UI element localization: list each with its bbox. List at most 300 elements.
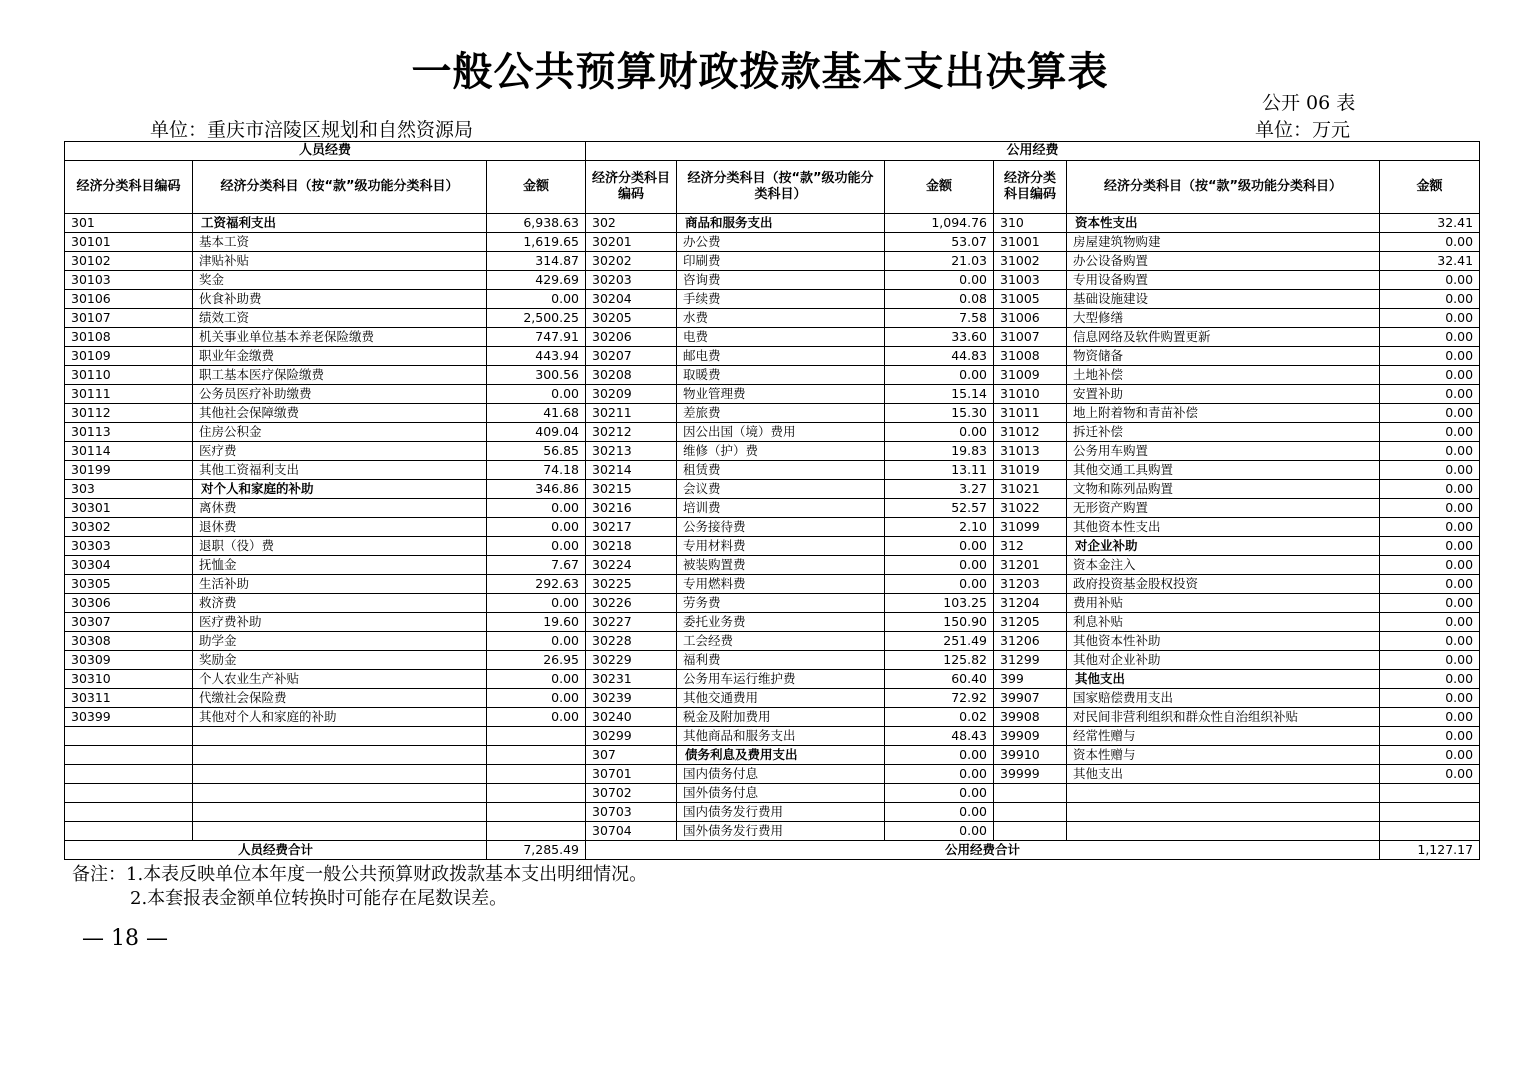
category-code-cell: 30199 xyxy=(65,461,193,480)
category-code-cell: 30110 xyxy=(65,366,193,385)
category-name-cell: 奖金 xyxy=(193,271,487,290)
category-name-cell: 其他工资福利支出 xyxy=(193,461,487,480)
category-code-cell: 30309 xyxy=(65,651,193,670)
category-name-cell: 对企业补助 xyxy=(1067,537,1380,556)
category-name-cell: 生活补助 xyxy=(193,575,487,594)
amount-cell: 53.07 xyxy=(885,233,994,252)
footnotes xyxy=(72,863,647,911)
category-name-cell xyxy=(193,784,487,803)
category-code-cell: 30704 xyxy=(586,822,677,841)
amount-cell: 0.00 xyxy=(885,423,994,442)
name-header: 经济分类科目（按“款”级功能分类科目） xyxy=(1067,161,1380,214)
category-code-cell xyxy=(65,784,193,803)
table-row xyxy=(65,233,1480,252)
category-code-cell xyxy=(994,822,1067,841)
category-name-cell: 劳务费 xyxy=(677,594,885,613)
category-code-cell: 31003 xyxy=(994,271,1067,290)
amount-cell: 0.00 xyxy=(1380,651,1480,670)
amount-cell: 0.00 xyxy=(487,518,586,537)
amount-cell: 60.40 xyxy=(885,670,994,689)
category-name-cell: 助学金 xyxy=(193,632,487,651)
category-code-cell: 30703 xyxy=(586,803,677,822)
category-name-cell: 政府投资基金股权投资 xyxy=(1067,575,1380,594)
category-code-cell: 31206 xyxy=(994,632,1067,651)
category-name-cell: 离休费 xyxy=(193,499,487,518)
category-code-cell: 39910 xyxy=(994,746,1067,765)
category-code-cell: 30306 xyxy=(65,594,193,613)
form-number: 公开 06 表 xyxy=(1262,92,1356,114)
category-code-cell: 39908 xyxy=(994,708,1067,727)
category-name-cell: 水费 xyxy=(677,309,885,328)
amount-cell: 0.00 xyxy=(1380,594,1480,613)
category-code-cell: 399 xyxy=(994,670,1067,689)
category-name-cell: 商品和服务支出 xyxy=(677,214,885,233)
category-code-cell: 31203 xyxy=(994,575,1067,594)
table-row xyxy=(65,822,1480,841)
category-name-cell: 印刷费 xyxy=(677,252,885,271)
amount-cell: 0.00 xyxy=(1380,423,1480,442)
amount-cell: 7.67 xyxy=(487,556,586,575)
category-name-cell: 津贴补贴 xyxy=(193,252,487,271)
amount-cell: 125.82 xyxy=(885,651,994,670)
amount-cell: 6,938.63 xyxy=(487,214,586,233)
category-code-cell: 30304 xyxy=(65,556,193,575)
category-code-cell: 31012 xyxy=(994,423,1067,442)
amount-cell: 0.00 xyxy=(1380,290,1480,309)
category-code-cell xyxy=(65,727,193,746)
category-code-cell: 30112 xyxy=(65,404,193,423)
table-row xyxy=(65,423,1480,442)
category-code-cell: 30214 xyxy=(586,461,677,480)
amount-cell: 13.11 xyxy=(885,461,994,480)
category-name-cell: 无形资产购置 xyxy=(1067,499,1380,518)
amount-cell: 0.00 xyxy=(1380,328,1480,347)
category-name-cell: 其他交通工具购置 xyxy=(1067,461,1380,480)
amount-cell: 1,094.76 xyxy=(885,214,994,233)
personnel-group-header: 人员经费 xyxy=(65,142,586,161)
category-name-cell: 专用设备购置 xyxy=(1067,271,1380,290)
category-name-cell: 资本金注入 xyxy=(1067,556,1380,575)
amount-cell xyxy=(487,822,586,841)
category-name-cell: 税金及附加费用 xyxy=(677,708,885,727)
amount-cell: 0.00 xyxy=(1380,366,1480,385)
page-title: 一般公共预算财政拨款基本支出决算表 xyxy=(411,48,1109,95)
category-code-cell: 39907 xyxy=(994,689,1067,708)
category-name-cell: 租赁费 xyxy=(677,461,885,480)
category-name-cell: 经常性赠与 xyxy=(1067,727,1380,746)
category-code-cell: 31021 xyxy=(994,480,1067,499)
personnel-total-label: 人员经费合计 xyxy=(65,841,487,860)
amount-cell: 2,500.25 xyxy=(487,309,586,328)
category-name-cell: 手续费 xyxy=(677,290,885,309)
amount-cell: 74.18 xyxy=(487,461,586,480)
amount-cell: 0.02 xyxy=(885,708,994,727)
category-code-cell: 31099 xyxy=(994,518,1067,537)
table-row xyxy=(65,309,1480,328)
category-name-cell: 职工基本医疗保险缴费 xyxy=(193,366,487,385)
category-name-cell: 基本工资 xyxy=(193,233,487,252)
amount-cell: 0.00 xyxy=(885,765,994,784)
category-code-cell: 30217 xyxy=(586,518,677,537)
category-code-cell: 307 xyxy=(586,746,677,765)
category-name-cell: 奖励金 xyxy=(193,651,487,670)
amount-cell: 0.00 xyxy=(1380,613,1480,632)
amount-cell: 103.25 xyxy=(885,594,994,613)
table-row xyxy=(65,442,1480,461)
category-code-cell: 30310 xyxy=(65,670,193,689)
amount-cell: 0.00 xyxy=(1380,670,1480,689)
category-code-cell: 30101 xyxy=(65,233,193,252)
amount-cell: 429.69 xyxy=(487,271,586,290)
category-code-cell xyxy=(65,765,193,784)
table-row xyxy=(65,214,1480,233)
category-name-cell: 职业年金缴费 xyxy=(193,347,487,366)
expenditure-table xyxy=(64,141,1480,860)
amount-cell: 33.60 xyxy=(885,328,994,347)
amount-cell: 251.49 xyxy=(885,632,994,651)
category-name-cell: 地上附着物和青苗补偿 xyxy=(1067,404,1380,423)
category-code-cell: 30225 xyxy=(586,575,677,594)
category-code-cell: 302 xyxy=(586,214,677,233)
category-code-cell: 30301 xyxy=(65,499,193,518)
code-header: 经济分类科目编码 xyxy=(586,161,677,214)
category-name-cell: 房屋建筑物购建 xyxy=(1067,233,1380,252)
category-name-cell: 医疗费补助 xyxy=(193,613,487,632)
category-name-cell: 国家赔偿费用支出 xyxy=(1067,689,1380,708)
amount-cell: 0.00 xyxy=(487,689,586,708)
category-code-cell: 31204 xyxy=(994,594,1067,613)
amount-cell: 0.00 xyxy=(1380,271,1480,290)
amount-cell: 0.00 xyxy=(1380,632,1480,651)
category-name-cell xyxy=(1067,822,1380,841)
category-name-cell: 伙食补助费 xyxy=(193,290,487,309)
amount-cell xyxy=(1380,784,1480,803)
category-code-cell: 31205 xyxy=(994,613,1067,632)
category-name-cell: 文物和陈列品购置 xyxy=(1067,480,1380,499)
category-code-cell: 30111 xyxy=(65,385,193,404)
amount-cell: 747.91 xyxy=(487,328,586,347)
category-name-cell: 其他对企业补助 xyxy=(1067,651,1380,670)
table-row xyxy=(65,727,1480,746)
category-code-cell xyxy=(65,822,193,841)
category-code-cell: 31010 xyxy=(994,385,1067,404)
category-code-cell: 31022 xyxy=(994,499,1067,518)
table-row xyxy=(65,613,1480,632)
category-name-cell: 办公设备购置 xyxy=(1067,252,1380,271)
category-name-cell: 公务员医疗补助缴费 xyxy=(193,385,487,404)
amount-cell: 21.03 xyxy=(885,252,994,271)
amount-cell xyxy=(487,765,586,784)
category-code-cell: 30216 xyxy=(586,499,677,518)
amount-cell: 0.00 xyxy=(885,271,994,290)
amount-cell: 19.83 xyxy=(885,442,994,461)
amount-header: 金额 xyxy=(487,161,586,214)
category-name-cell: 专用燃料费 xyxy=(677,575,885,594)
amount-cell: 19.60 xyxy=(487,613,586,632)
category-name-cell: 邮电费 xyxy=(677,347,885,366)
amount-cell: 0.00 xyxy=(885,366,994,385)
category-code-cell: 30226 xyxy=(586,594,677,613)
category-code-cell xyxy=(65,746,193,765)
category-name-cell: 差旅费 xyxy=(677,404,885,423)
table-row xyxy=(65,328,1480,347)
amount-cell: 56.85 xyxy=(487,442,586,461)
table-row xyxy=(65,803,1480,822)
category-code-cell: 30399 xyxy=(65,708,193,727)
amount-cell: 0.00 xyxy=(487,670,586,689)
amount-cell: 44.83 xyxy=(885,347,994,366)
category-code-cell: 30299 xyxy=(586,727,677,746)
category-code-cell: 30228 xyxy=(586,632,677,651)
category-name-cell: 费用补贴 xyxy=(1067,594,1380,613)
amount-cell: 0.00 xyxy=(1380,537,1480,556)
table-row xyxy=(65,651,1480,670)
category-name-cell: 退休费 xyxy=(193,518,487,537)
category-name-cell: 住房公积金 xyxy=(193,423,487,442)
category-code-cell: 30308 xyxy=(65,632,193,651)
category-name-cell: 福利费 xyxy=(677,651,885,670)
category-code-cell: 30305 xyxy=(65,575,193,594)
amount-cell: 0.00 xyxy=(487,708,586,727)
amount-cell: 0.00 xyxy=(1380,499,1480,518)
category-name-cell: 大型修缮 xyxy=(1067,309,1380,328)
category-name-cell: 医疗费 xyxy=(193,442,487,461)
category-code-cell: 30107 xyxy=(65,309,193,328)
amount-cell: 0.00 xyxy=(1380,746,1480,765)
category-code-cell xyxy=(994,784,1067,803)
amount-cell xyxy=(487,746,586,765)
category-code-cell: 30109 xyxy=(65,347,193,366)
amount-cell: 443.94 xyxy=(487,347,586,366)
category-code-cell: 30108 xyxy=(65,328,193,347)
amount-cell: 150.90 xyxy=(885,613,994,632)
amount-cell xyxy=(487,803,586,822)
amount-cell: 0.00 xyxy=(1380,480,1480,499)
amount-cell: 0.00 xyxy=(487,537,586,556)
category-code-cell: 30240 xyxy=(586,708,677,727)
category-name-cell: 其他商品和服务支出 xyxy=(677,727,885,746)
amount-cell: 0.00 xyxy=(885,784,994,803)
category-code-cell: 31008 xyxy=(994,347,1067,366)
personnel-total-value: 7,285.49 xyxy=(487,841,586,860)
category-code-cell: 30209 xyxy=(586,385,677,404)
category-code-cell: 39909 xyxy=(994,727,1067,746)
table-row xyxy=(65,480,1480,499)
category-code-cell: 30204 xyxy=(586,290,677,309)
category-name-cell: 对个人和家庭的补助 xyxy=(193,480,487,499)
category-name-cell xyxy=(193,727,487,746)
category-code-cell: 31011 xyxy=(994,404,1067,423)
table-row xyxy=(65,556,1480,575)
amount-cell: 3.27 xyxy=(885,480,994,499)
category-code-cell: 39999 xyxy=(994,765,1067,784)
table-row xyxy=(65,290,1480,309)
category-name-cell: 被装购置费 xyxy=(677,556,885,575)
category-name-cell: 拆迁补偿 xyxy=(1067,423,1380,442)
table-row xyxy=(65,708,1480,727)
category-name-cell: 公务用车运行维护费 xyxy=(677,670,885,689)
category-code-cell: 30211 xyxy=(586,404,677,423)
category-code-cell: 30201 xyxy=(586,233,677,252)
public-group-header: 公用经费 xyxy=(586,142,1480,161)
table-row xyxy=(65,575,1480,594)
name-header: 经济分类科目（按“款”级功能分类科目） xyxy=(677,161,885,214)
code-header: 经济分类科目编码 xyxy=(65,161,193,214)
category-name-cell: 物资储备 xyxy=(1067,347,1380,366)
category-name-cell xyxy=(193,803,487,822)
page-number: — 18 — xyxy=(82,926,168,951)
amount-cell: 0.00 xyxy=(1380,385,1480,404)
amount-cell: 0.00 xyxy=(1380,708,1480,727)
category-name-cell: 公务接待费 xyxy=(677,518,885,537)
table-row xyxy=(65,461,1480,480)
category-name-cell: 个人农业生产补贴 xyxy=(193,670,487,689)
category-code-cell: 30103 xyxy=(65,271,193,290)
amount-cell: 0.00 xyxy=(1380,518,1480,537)
category-name-cell: 办公费 xyxy=(677,233,885,252)
table-row xyxy=(65,765,1480,784)
table-row xyxy=(65,252,1480,271)
table-row xyxy=(65,784,1480,803)
amount-cell: 0.08 xyxy=(885,290,994,309)
table-row xyxy=(65,689,1480,708)
amount-cell: 0.00 xyxy=(487,290,586,309)
category-name-cell: 其他资本性支出 xyxy=(1067,518,1380,537)
category-name-cell: 机关事业单位基本养老保险缴费 xyxy=(193,328,487,347)
amount-cell: 314.87 xyxy=(487,252,586,271)
category-code-cell: 30212 xyxy=(586,423,677,442)
amount-cell: 0.00 xyxy=(1380,442,1480,461)
category-code-cell: 303 xyxy=(65,480,193,499)
category-name-cell: 对民间非营利组织和群众性自治组织补贴 xyxy=(1067,708,1380,727)
table-row xyxy=(65,366,1480,385)
category-name-cell: 物业管理费 xyxy=(677,385,885,404)
amount-cell: 26.95 xyxy=(487,651,586,670)
category-code-cell: 31007 xyxy=(994,328,1067,347)
category-code-cell: 301 xyxy=(65,214,193,233)
category-code-cell: 30229 xyxy=(586,651,677,670)
table-row xyxy=(65,670,1480,689)
category-code-cell: 310 xyxy=(994,214,1067,233)
category-name-cell: 退职（役）费 xyxy=(193,537,487,556)
amount-cell: 48.43 xyxy=(885,727,994,746)
amount-cell: 0.00 xyxy=(1380,233,1480,252)
amount-cell: 0.00 xyxy=(885,803,994,822)
category-code-cell: 30702 xyxy=(586,784,677,803)
category-code-cell: 312 xyxy=(994,537,1067,556)
category-name-cell: 维修（护）费 xyxy=(677,442,885,461)
public-total-value: 1,127.17 xyxy=(1380,841,1480,860)
currency-unit: 单位：万元 xyxy=(1255,119,1351,141)
category-code-cell: 30206 xyxy=(586,328,677,347)
amount-cell: 0.00 xyxy=(885,822,994,841)
category-name-cell: 债务利息及费用支出 xyxy=(677,746,885,765)
category-name-cell: 国外债务发行费用 xyxy=(677,822,885,841)
amount-cell: 300.56 xyxy=(487,366,586,385)
category-name-cell: 土地补偿 xyxy=(1067,366,1380,385)
category-code-cell: 30224 xyxy=(586,556,677,575)
table-row xyxy=(65,632,1480,651)
public-total-label: 公用经费合计 xyxy=(586,841,1380,860)
category-code-cell: 31201 xyxy=(994,556,1067,575)
amount-header: 金额 xyxy=(1380,161,1480,214)
amount-cell: 32.41 xyxy=(1380,252,1480,271)
category-name-cell xyxy=(1067,784,1380,803)
category-code-cell: 30106 xyxy=(65,290,193,309)
amount-cell: 52.57 xyxy=(885,499,994,518)
amount-cell: 41.68 xyxy=(487,404,586,423)
category-name-cell: 其他资本性补助 xyxy=(1067,632,1380,651)
category-name-cell: 其他对个人和家庭的补助 xyxy=(193,708,487,727)
category-code-cell: 30208 xyxy=(586,366,677,385)
category-code-cell: 31299 xyxy=(994,651,1067,670)
category-name-cell: 绩效工资 xyxy=(193,309,487,328)
category-name-cell xyxy=(193,765,487,784)
amount-cell: 15.14 xyxy=(885,385,994,404)
category-code-cell: 31013 xyxy=(994,442,1067,461)
footnote-2: 2.本套报表金额单位转换时可能存在尾数误差。 xyxy=(130,888,508,909)
amount-cell: 0.00 xyxy=(1380,765,1480,784)
category-code-cell: 30218 xyxy=(586,537,677,556)
amount-cell: 72.92 xyxy=(885,689,994,708)
amount-cell: 0.00 xyxy=(487,632,586,651)
category-name-cell: 委托业务费 xyxy=(677,613,885,632)
amount-cell: 409.04 xyxy=(487,423,586,442)
amount-cell: 0.00 xyxy=(885,556,994,575)
category-name-cell: 基础设施建设 xyxy=(1067,290,1380,309)
amount-cell: 0.00 xyxy=(1380,727,1480,746)
category-name-cell: 会议费 xyxy=(677,480,885,499)
table-row xyxy=(65,499,1480,518)
category-name-cell: 咨询费 xyxy=(677,271,885,290)
category-name-cell: 其他支出 xyxy=(1067,670,1380,689)
category-name-cell: 取暖费 xyxy=(677,366,885,385)
category-name-cell: 专用材料费 xyxy=(677,537,885,556)
amount-header: 金额 xyxy=(885,161,994,214)
amount-cell xyxy=(487,784,586,803)
footnote-1: 备注：1.本表反映单位本年度一般公共预算财政拨款基本支出明细情况。 xyxy=(72,864,648,885)
table-row xyxy=(65,385,1480,404)
amount-cell: 32.41 xyxy=(1380,214,1480,233)
category-name-cell xyxy=(193,746,487,765)
amount-cell: 0.00 xyxy=(885,537,994,556)
category-name-cell: 信息网络及软件购置更新 xyxy=(1067,328,1380,347)
category-code-cell xyxy=(65,803,193,822)
amount-cell: 0.00 xyxy=(487,499,586,518)
category-name-cell: 因公出国（境）费用 xyxy=(677,423,885,442)
table-row xyxy=(65,404,1480,423)
category-code-cell: 30701 xyxy=(586,765,677,784)
amount-cell: 0.00 xyxy=(1380,347,1480,366)
table-row xyxy=(65,271,1480,290)
category-code-cell: 30307 xyxy=(65,613,193,632)
category-code-cell: 30302 xyxy=(65,518,193,537)
category-code-cell: 30303 xyxy=(65,537,193,556)
reporting-unit: 单位：重庆市涪陵区规划和自然资源局 xyxy=(150,119,474,141)
category-code-cell: 30102 xyxy=(65,252,193,271)
category-name-cell: 代缴社会保险费 xyxy=(193,689,487,708)
category-code-cell: 30202 xyxy=(586,252,677,271)
amount-cell: 292.63 xyxy=(487,575,586,594)
amount-cell xyxy=(487,727,586,746)
category-name-cell: 国内债务发行费用 xyxy=(677,803,885,822)
category-name-cell: 资本性支出 xyxy=(1067,214,1380,233)
table-row xyxy=(65,746,1480,765)
table-row xyxy=(65,518,1480,537)
category-code-cell: 31001 xyxy=(994,233,1067,252)
amount-cell xyxy=(1380,822,1480,841)
category-name-cell: 工会经费 xyxy=(677,632,885,651)
